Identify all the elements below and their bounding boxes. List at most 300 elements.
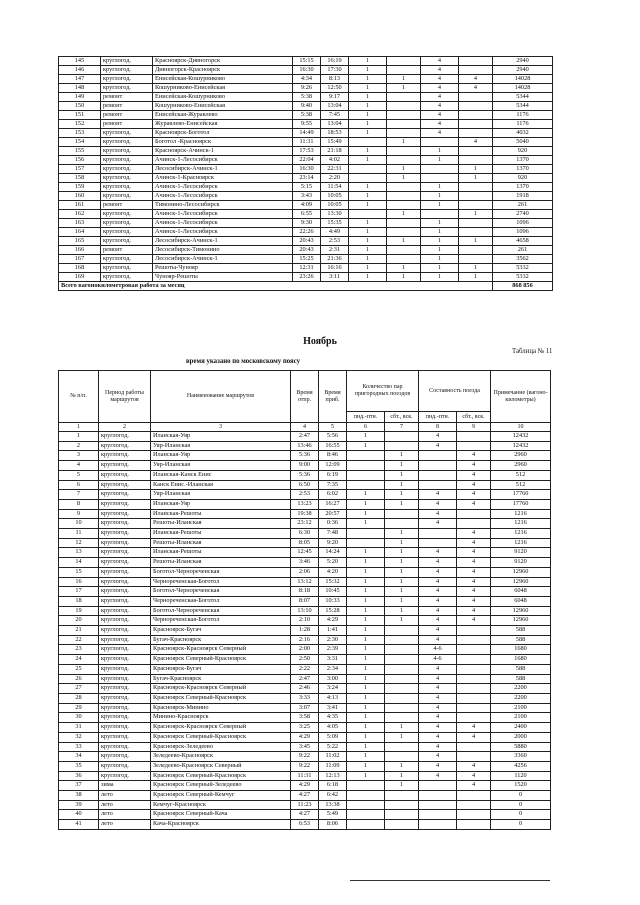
table-cell [387, 183, 421, 192]
table-cell: 1 [349, 93, 387, 102]
table-cell: 1 [421, 246, 459, 255]
table-cell: Красноярск-Бугач [151, 664, 291, 674]
table-cell: 1 [347, 432, 385, 442]
table-cell: 3:07 [291, 703, 319, 713]
table-cell: Тимонино-Лесосибирск [153, 201, 293, 210]
table-cell: 920 [493, 147, 553, 156]
table-cell: 6:42 [319, 791, 347, 801]
table-cell: круглогод. [101, 129, 153, 138]
header-arrival: Время приб. [319, 371, 347, 423]
table-cell: 6:55 [293, 210, 321, 219]
table-cell [347, 791, 385, 801]
table-cell: 12960 [491, 577, 551, 587]
table-cell: 1 [349, 183, 387, 192]
table-row [59, 596, 551, 606]
table-cell: 1 [347, 616, 385, 626]
table-cell: ремонт [101, 120, 153, 129]
table-row [59, 75, 553, 84]
table-cell: Чернореченская-Боготол [151, 596, 291, 606]
table-cell: 2200 [491, 684, 551, 694]
table-cell: 12960 [491, 606, 551, 616]
table-cell: 2:20 [321, 174, 349, 183]
table-cell: 1 [459, 264, 493, 273]
table-row [59, 752, 551, 762]
table-cell: 3 [59, 451, 99, 461]
table-cell: 12432 [491, 432, 551, 442]
table-cell: Решоты-Иланская [151, 538, 291, 548]
table-cell: 1 [347, 674, 385, 684]
table-cell [419, 810, 457, 820]
table-cell [347, 820, 385, 830]
table-cell: Уяр-Иланская [151, 461, 291, 471]
table-cell [457, 791, 491, 801]
table-cell: 4:29 [319, 616, 347, 626]
table-cell: 6:18 [319, 781, 347, 791]
table-cell: 3:31 [319, 655, 347, 665]
table-cell: 1 [459, 165, 493, 174]
table-cell: 588 [491, 674, 551, 684]
table-cell: лето [99, 791, 151, 801]
table-cell: Зеледеево-Красноярск Северный [151, 761, 291, 771]
table-cell: 13:04 [321, 102, 349, 111]
table-cell: ремонт [101, 111, 153, 120]
table-cell: 1 [421, 255, 459, 264]
table-cell: Кошурниково-Енисейская [153, 84, 293, 93]
table-row [59, 664, 551, 674]
table-cell [459, 111, 493, 120]
table-cell [385, 626, 419, 636]
table-row [59, 703, 551, 713]
table-cell: 4 [421, 129, 459, 138]
table-cell: круглогод. [99, 723, 151, 733]
table-cell [457, 693, 491, 703]
table-cell [421, 165, 459, 174]
table-cell: 4 [457, 761, 491, 771]
column-number: 7 [385, 423, 419, 432]
table-cell: Ачинск-1-Лесосибирск [153, 183, 293, 192]
table-cell: 15:25 [293, 255, 321, 264]
table-cell: 1 [349, 84, 387, 93]
table-cell: 1176 [493, 120, 553, 129]
table-cell: 1 [349, 273, 387, 282]
table-cell: 151 [59, 111, 101, 120]
table-cell: 2:06 [291, 567, 319, 577]
previous-month-table [58, 56, 553, 291]
table-cell: Решоты-Чунояр [153, 264, 293, 273]
table-row [59, 84, 553, 93]
column-number: 8 [419, 423, 457, 432]
table-row [59, 635, 551, 645]
header-train-pairs: Количество пар пригородных поездов [347, 371, 419, 412]
table-cell: 17:53 [293, 147, 321, 156]
table-cell: 1 [347, 645, 385, 655]
table-cell: 4 [421, 102, 459, 111]
table-cell [457, 800, 491, 810]
table-cell: 4 [419, 596, 457, 606]
table-cell: 9:40 [293, 102, 321, 111]
table-cell: 8:07 [291, 596, 319, 606]
table-cell: круглогод. [101, 156, 153, 165]
table-cell: круглогод. [99, 693, 151, 703]
table-cell: 14028 [493, 84, 553, 93]
table-cell: 4 [457, 577, 491, 587]
table-cell: 4 [457, 490, 491, 500]
table-cell: 4 [421, 57, 459, 66]
table-cell: 4 [459, 75, 493, 84]
table-row [59, 781, 551, 791]
table-row [59, 742, 551, 752]
table-cell: 2100 [491, 703, 551, 713]
table-cell: 1 [387, 75, 421, 84]
table-cell: круглогод. [101, 138, 153, 147]
table-cell: 6048 [491, 596, 551, 606]
table-cell: 20 [59, 616, 99, 626]
table-cell: Кошурниково-Енисейская [153, 102, 293, 111]
table-cell: 1 [347, 567, 385, 577]
table-cell: 4 [419, 519, 457, 529]
table-cell: 38 [59, 791, 99, 801]
table-cell: 163 [59, 219, 101, 228]
table-cell: 3360 [491, 752, 551, 762]
table-cell: 1 [459, 237, 493, 246]
table-cell: 1 [385, 461, 419, 471]
table-cell: 5332 [493, 264, 553, 273]
table-cell: 4 [419, 761, 457, 771]
table-cell: 14:49 [293, 129, 321, 138]
table-cell: Решоты-Иланская [151, 558, 291, 568]
table-cell: 34 [59, 752, 99, 762]
schedule-table [58, 370, 551, 830]
table-cell: 4-6 [419, 655, 457, 665]
table-cell: 1 [385, 567, 419, 577]
table-cell [385, 800, 419, 810]
table-cell: 1 [349, 156, 387, 165]
table-row [59, 201, 553, 210]
table-cell: круглогод. [101, 210, 153, 219]
table-cell: 12:31 [293, 264, 321, 273]
table-cell [385, 703, 419, 713]
table-cell [421, 174, 459, 183]
table-cell: 4 [457, 723, 491, 733]
header-weekday-pairs: пнд.-птн. [347, 412, 385, 423]
table-cell: 1 [385, 470, 419, 480]
table-cell [387, 111, 421, 120]
table-cell: 1 [459, 174, 493, 183]
table-cell: 3:33 [291, 693, 319, 703]
table-cell [457, 674, 491, 684]
table-cell [385, 713, 419, 723]
table-cell: 7:35 [319, 480, 347, 490]
table-cell: 1 [349, 75, 387, 84]
table-cell: 4 [459, 138, 493, 147]
table-cell [385, 791, 419, 801]
table-cell: Красноярск-Зеледеево [151, 742, 291, 752]
header-weekend-pairs: сбт., вск. [385, 412, 419, 423]
table-cell: Ачинск-1-Лесосибирск [153, 210, 293, 219]
table-cell: 2:39 [319, 645, 347, 655]
table-cell: 4 [421, 66, 459, 75]
table-cell [419, 781, 457, 791]
table-cell: 32 [59, 732, 99, 742]
table-cell: 261 [493, 201, 553, 210]
table-cell: 166 [59, 246, 101, 255]
table-cell: 1 [387, 84, 421, 93]
table-cell: 1 [349, 111, 387, 120]
table-cell: 153 [59, 129, 101, 138]
table-cell: 4 [457, 732, 491, 742]
table-cell: Дивногорск-Красноярск [153, 66, 293, 75]
table-cell: 5:38 [293, 93, 321, 102]
table-cell: 41 [59, 820, 99, 830]
table-row [59, 246, 553, 255]
table-cell: 1096 [493, 228, 553, 237]
table-cell [385, 432, 419, 442]
table-cell: 1 [385, 480, 419, 490]
table-cell [459, 201, 493, 210]
table-row [59, 147, 553, 156]
table-cell: Канск Енис.-Иланская [151, 480, 291, 490]
table-cell: 20:43 [293, 237, 321, 246]
table-row [59, 800, 551, 810]
table-row [59, 713, 551, 723]
table-cell: круглогод. [99, 713, 151, 723]
table-cell [387, 66, 421, 75]
table-cell: Уяр-Иланская [151, 441, 291, 451]
table-cell: круглогод. [101, 219, 153, 228]
table-row [59, 684, 551, 694]
table-cell [459, 147, 493, 156]
table-cell: 13 [59, 548, 99, 558]
table-cell: 145 [59, 57, 101, 66]
table-cell: 7 [59, 490, 99, 500]
table-cell: 12:13 [319, 771, 347, 781]
table-cell: 26 [59, 674, 99, 684]
table-cell: лето [99, 820, 151, 830]
table-cell [457, 664, 491, 674]
table-cell: круглогод. [101, 192, 153, 201]
table-cell: круглогод. [101, 75, 153, 84]
table-cell: Бугач-Красноярск [151, 635, 291, 645]
table-cell [457, 441, 491, 451]
table-cell: 150 [59, 102, 101, 111]
total-label: Всего вагонокилометровая работа за месяц [59, 282, 493, 291]
table-row [59, 577, 551, 587]
table-cell: 11:54 [321, 183, 349, 192]
table-cell: 18:53 [321, 129, 349, 138]
table-cell: Кемчуг-Красноярск [151, 800, 291, 810]
table-cell: 8 [59, 499, 99, 509]
table-cell [385, 742, 419, 752]
table-cell: 155 [59, 147, 101, 156]
table-cell: Минино-Красноярск [151, 713, 291, 723]
table-cell: 156 [59, 156, 101, 165]
table-row [59, 761, 551, 771]
table-cell: 4:34 [293, 75, 321, 84]
table-cell: 1 [347, 732, 385, 742]
table-cell: 5:22 [319, 742, 347, 752]
table-cell [419, 451, 457, 461]
table-cell: 4:20 [319, 567, 347, 577]
table-cell [385, 820, 419, 830]
table-cell [457, 820, 491, 830]
table-cell: 1 [347, 490, 385, 500]
table-cell: 17760 [491, 490, 551, 500]
table-cell: 169 [59, 273, 101, 282]
table-cell: круглогод. [99, 761, 151, 771]
table-cell: 30 [59, 713, 99, 723]
table-row [59, 470, 551, 480]
table-cell: 1 [349, 237, 387, 246]
table-cell: 4256 [491, 761, 551, 771]
table-cell: круглогод. [99, 499, 151, 509]
table-cell: 1 [387, 174, 421, 183]
table-cell: Иланская-Решоты [151, 529, 291, 539]
table-cell: 11:31 [291, 771, 319, 781]
table-cell: 4 [457, 538, 491, 548]
table-cell: круглогод. [101, 183, 153, 192]
table-cell: 13:04 [321, 120, 349, 129]
table-cell: 2960 [491, 461, 551, 471]
table-cell: 0 [491, 810, 551, 820]
table-cell: 22:31 [321, 165, 349, 174]
table-cell: зима [99, 781, 151, 791]
table-cell: Красноярск Северный-Красноярск [151, 771, 291, 781]
table-cell: 6 [59, 480, 99, 490]
table-cell: круглогод. [101, 174, 153, 183]
table-cell: 4 [421, 111, 459, 120]
table-cell: круглогод. [99, 732, 151, 742]
table-cell: 16:27 [319, 499, 347, 509]
table-cell: 4 [419, 587, 457, 597]
table-row [59, 509, 551, 519]
table-cell: 4 [419, 703, 457, 713]
table-cell: 7:48 [319, 529, 347, 539]
table-cell: 9:22 [291, 761, 319, 771]
table-cell: 1 [349, 57, 387, 66]
table-cell: 1216 [491, 538, 551, 548]
table-cell: Красноярск Северный-Кача [151, 810, 291, 820]
header-weekday-composition: пнд.-птн. [419, 412, 457, 423]
table-cell: 1 [347, 596, 385, 606]
table-cell: 16:55 [319, 441, 347, 451]
table-cell [457, 626, 491, 636]
table-cell: 1680 [491, 655, 551, 665]
table-cell: 4:29 [291, 732, 319, 742]
table-cell: 5040 [493, 138, 553, 147]
table-cell: 28 [59, 693, 99, 703]
table-cell: 1 [387, 138, 421, 147]
table-cell: 22:04 [293, 156, 321, 165]
table-cell [385, 684, 419, 694]
table-cell: 0 [491, 820, 551, 830]
table-cell: Иланская-Решоты [151, 548, 291, 558]
table-cell: 4 [457, 470, 491, 480]
table-cell: 1 [347, 664, 385, 674]
table-cell: 6:50 [291, 480, 319, 490]
table-cell [385, 509, 419, 519]
table-cell: 3:00 [319, 674, 347, 684]
table-row [59, 174, 553, 183]
table-cell [457, 655, 491, 665]
table-cell: 2:47 [291, 674, 319, 684]
table-cell: 1 [385, 548, 419, 558]
table-cell: Иланская-Уяр [151, 499, 291, 509]
table-row [59, 723, 551, 733]
table-row [59, 490, 551, 500]
table-cell: 2 [59, 441, 99, 451]
table-cell: 148 [59, 84, 101, 93]
table-cell [349, 165, 387, 174]
table-cell: 8:18 [291, 587, 319, 597]
table-cell: 1096 [493, 219, 553, 228]
table-cell: 4 [419, 713, 457, 723]
table-cell [347, 451, 385, 461]
table-cell: круглогод. [99, 538, 151, 548]
table-cell [459, 57, 493, 66]
table-cell: 19:38 [291, 509, 319, 519]
table-cell: Лесосибирск-Тимонино [153, 246, 293, 255]
table-cell: 9:17 [321, 93, 349, 102]
table-cell: 11:09 [319, 761, 347, 771]
header-departure: Время отпр. [291, 371, 319, 423]
table-cell [457, 742, 491, 752]
table-cell: 1 [349, 228, 387, 237]
table-cell: 4032 [493, 129, 553, 138]
table-cell: 4 [457, 499, 491, 509]
table-cell: 167 [59, 255, 101, 264]
table-cell: круглогод. [101, 57, 153, 66]
table-cell [387, 102, 421, 111]
table-cell: 1680 [491, 645, 551, 655]
table-cell [385, 693, 419, 703]
table-cell: 1 [347, 558, 385, 568]
table-cell: 3:11 [321, 273, 349, 282]
table-cell: 13:30 [321, 210, 349, 219]
table-cell: 1 [347, 499, 385, 509]
table-cell: круглогод. [99, 596, 151, 606]
table-cell: 1 [387, 165, 421, 174]
table-cell: круглогод. [99, 645, 151, 655]
table-cell: 14 [59, 558, 99, 568]
table-cell [385, 664, 419, 674]
table-cell [457, 645, 491, 655]
table-cell: 9:30 [293, 219, 321, 228]
total-value: 868 856 [493, 282, 553, 291]
table-cell [419, 480, 457, 490]
table-cell: Красноярск-Ачинск-1 [153, 147, 293, 156]
table-cell: круглогод. [99, 558, 151, 568]
table-cell: 1 [421, 264, 459, 273]
table-cell: 4 [419, 548, 457, 558]
table-cell [385, 635, 419, 645]
table-cell: 5:09 [319, 732, 347, 742]
table-cell: круглогод. [99, 529, 151, 539]
table-cell: 4 [419, 693, 457, 703]
table-cell: 512 [491, 480, 551, 490]
table-cell: 9 [59, 509, 99, 519]
table-cell: круглогод. [99, 519, 151, 529]
table-cell: круглогод. [99, 752, 151, 762]
table-cell: 1 [347, 655, 385, 665]
table-cell: 6:53 [291, 820, 319, 830]
table-cell: круглогод. [99, 664, 151, 674]
table-cell: 11 [59, 529, 99, 539]
table-cell: 161 [59, 201, 101, 210]
table-cell: 12432 [491, 441, 551, 451]
table-row [59, 165, 553, 174]
table-cell: 4 [457, 781, 491, 791]
table-cell [385, 674, 419, 684]
